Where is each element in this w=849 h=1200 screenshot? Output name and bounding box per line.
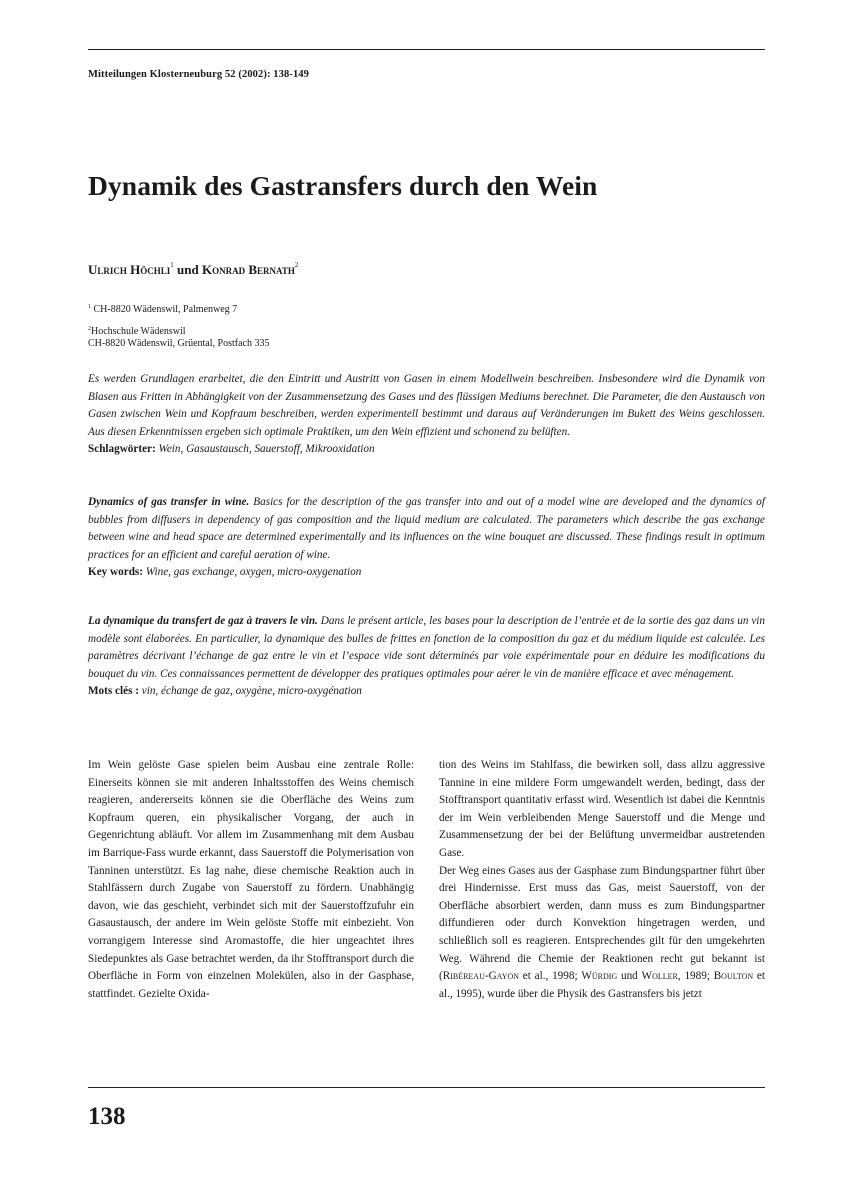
abstract-french	[88, 613, 765, 701]
body-text: , 1989;	[677, 970, 714, 983]
article-title: Dynamik des Gastransfers durch den Wein	[88, 170, 598, 201]
affiliation-1	[88, 301, 237, 316]
citation-author: Würdig	[581, 970, 618, 983]
affiliation-1-text: CH-8820 Wädenswil, Palmenweg 7	[93, 304, 238, 315]
bottom-rule	[88, 1087, 765, 1088]
citation-author: Ribéreau-Gayon	[442, 970, 520, 983]
affiliation-2-line-1: Hochschule Wädenswil	[91, 326, 186, 337]
body-text: et al., 1998;	[519, 970, 582, 983]
keywords-english	[88, 564, 765, 582]
body-column-left	[88, 757, 414, 1003]
keywords-french-label: Mots clés :	[88, 685, 139, 698]
body-column-right	[439, 757, 765, 1003]
author-line	[88, 261, 298, 278]
body-text: et al., 1995), wurde über die Physik des Gastransfers bis jetzt	[439, 970, 766, 1000]
keywords-german	[88, 441, 765, 459]
body-text: und	[617, 970, 642, 983]
keywords-english-values: Wine, gas exchange, oxygen, micro-oxygenation	[145, 566, 362, 579]
abstract-english	[88, 494, 765, 582]
keywords-french	[88, 683, 765, 701]
abstract-german	[88, 371, 765, 459]
author-2-marker: 2	[294, 261, 299, 269]
abstract-french-body	[88, 613, 765, 683]
author-2: Konrad Bernath	[201, 262, 295, 277]
abstract-french-text: Dans le présent article, les bases pour la description de l’entrée et de la sortie des gaz dans un vin modèle sont élaborées. En particulier, la dynamique des bulles de frittes en fonction de la composition du gaz et du médium liquide est calculée. Les paramètres décrivant l’échange de gaz entre le vin et l’espace vide sont déterminés par voie expérimentale pour en déduire les modifications du bouquet du vin. Ces connaissances permettent de développer des pratiques optimales pour aérer le vin de manière efficace et avec ménagement.	[88, 615, 765, 680]
abstract-german-body: Es werden Grundlagen erarbeitet, die den Eintritt und Austritt von Gasen in einem Modellwein beschreiben. Insbesondere wird die Dynamik von Blasen aus Fritten in Abhängigkeit von der Zusammensetzung des Gases und des flüssigen Mediums berechnet. Die Parameter, die den Austausch von Gasen zwischen Wein und Kopfraum beschreiben, werden experimentell bestimmt und daraus auf Veränderungen im Bukett des Weins geschlossen. Aus diesen Erkenntnissen ergeben sich optimale Praktiken, um den Wein effizient und schonend zu belüften.	[88, 373, 765, 438]
abstract-english-text: Basics for the description of the gas transfer into and out of a model wine are developed and the dynamics of bubbles from diffusers in dependency of gas composition and the liquid medium are calculated. The parameters which describe the gas exchange between wine and head space are determined experimentally and its influences on the wine bouquet are discussed. These findings result in optimum practices for an efficient and careful aeration of wine.	[88, 496, 765, 561]
affiliation-1-marker: 1	[88, 304, 91, 310]
body-paragraph: Im Wein gelöste Gase spielen beim Ausbau eine zentrale Rolle: Einerseits können sie mit anderen Inhaltsstoffen des Weins chemisch reagieren, andererseits können sie die Oberfläche des Weins zum Kopfraum queren, ein physikalischer Vorgang, der auch in Gegenrichtung abläuft. Vor allem im Zusammenhang mit dem Ausbau im Barrique-Fass wurde erkannt, dass Sauerstoff die Polymerisation von Tanninen unterstützt. Es lag nahe, diese chemische Reaktion auch in Stahlfässern durch Zugabe von Sauerstoff zu fördern. Unabhängig davon, wie das geschieht, verbindet sich mit der Sauerstoffzufuhr ein Gasaustausch, der andere im Wein gelöste Stoffe mit einbezieht. Von vorrangigem Interesse sind Aromastoffe, die hier ungeachtet ihres Siedepunktes als Gase betrachtet werden, da ihr Stofftransport durch die Oberfläche in Form von einzelnen Molekülen, also in der Gasphase, stattfindet. Gezielte Oxida-	[88, 759, 414, 1000]
citation-author: Boulton	[713, 970, 754, 983]
journal-citation: Mitteilungen Klosterneuburg 52 (2002): 138-149	[88, 69, 309, 80]
author-1-marker: 1	[170, 261, 174, 269]
affiliation-2	[88, 323, 269, 350]
keywords-german-label: Schlagwörter:	[88, 443, 156, 456]
body-text: Der Weg eines Gases aus der Gasphase zum Bindungspartner führt über drei Hindernisse. Erst muss das Gas, meist Sauerstoff, von der Oberfläche absorbiert werden, dann muss es zum Bindungspartner diffundieren oder durch Konvektion hingetragen werden, und schließlich soll es reagieren. Entsprechendes gilt für den umgekehrten Weg. Während die Chemie der Reaktionen recht gut bekannt ist (	[439, 864, 765, 983]
body-paragraph	[439, 863, 765, 1004]
citation-author: Woller	[641, 970, 678, 983]
abstract-english-lead: Dynamics of gas transfer in wine.	[88, 496, 250, 508]
keywords-german-values: Wein, Gasaustausch, Sauerstoff, Mikrooxidation	[158, 443, 375, 456]
abstract-french-lead: La dynamique du transfert de gaz à travers le vin.	[88, 615, 318, 627]
page-number: 138	[88, 1103, 126, 1130]
affiliation-2-line-2: CH-8820 Wädenswil, Grüental, Postfach 335	[88, 338, 270, 349]
keywords-english-label: Key words:	[88, 566, 143, 579]
keywords-french-values: vin, échange de gaz, oxygène, micro-oxygénation	[141, 685, 362, 698]
author-conjunction: und	[177, 262, 199, 277]
top-rule	[88, 49, 765, 50]
author-1: Ulrich Höchli	[88, 262, 171, 277]
affiliation-2-marker: 2	[88, 326, 91, 332]
body-paragraph: tion des Weins im Stahlfass, die bewirken soll, dass allzu aggressive Tannine in eine mildere Form umgewandelt werden, bedingt, dass der Stofftransport quantitativ erfasst wird. Wesentlich ist dabei die Kenntnis der im Wein verbleibenden Menge Sauerstoff und die Menge und Zusammensetzung der bei der Belüftung unvermeidbar austretenden Gase.	[439, 759, 765, 859]
abstract-english-body	[88, 494, 765, 564]
